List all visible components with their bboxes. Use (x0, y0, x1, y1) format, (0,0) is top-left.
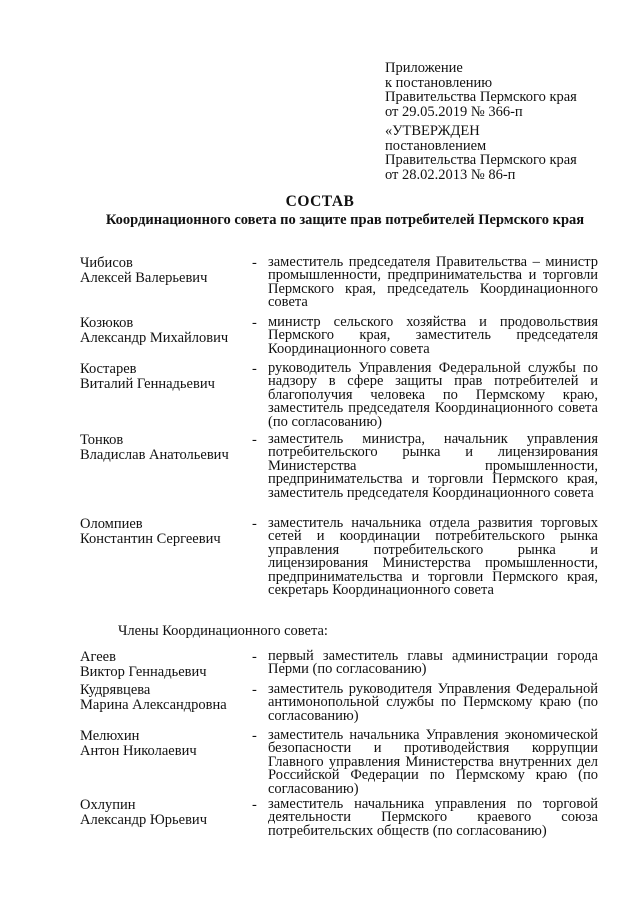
entry-dash: - (252, 255, 257, 271)
entry-dash: - (252, 516, 257, 532)
person-name (80, 256, 250, 286)
person-role: заместитель начальника Управления экономической безопасности и противодействия коррупции Главного управления Министерства внутренних дел Российской Федерации по Пермскому краю (по согласованию) (268, 727, 598, 797)
person-role: министр сельского хозяйства и продовольствия Пермского края, заместитель председателя Координационного совета (268, 314, 598, 357)
person-role: руководитель Управления Федеральной службы по надзору в сфере защиты прав потребителей и благополучия человека по Пермскому краю, заместитель председателя Координационного совета (по согласованию) (268, 360, 598, 430)
person-role: заместитель министра, начальник управления потребительского рынка и лицензирования Министерства промышленности, предпринимательства и торговли Пермского края, заместитель председателя Координационного совета (268, 431, 598, 501)
entry-dash: - (252, 361, 257, 377)
approval-line: «УТВЕРЖДЕН (385, 123, 480, 139)
person-given-name: Александр Юрьевич (80, 812, 207, 828)
document-subtitle: Координационного совета по защите прав потребителей Пермского края (105, 212, 585, 228)
entry-dash: - (252, 315, 257, 331)
person-role: первый заместитель главы администрации города Перми (по согласованию) (268, 648, 598, 678)
person-name (80, 798, 250, 828)
members-heading: Члены Координационного совета: (118, 623, 328, 639)
entry-dash: - (252, 682, 257, 698)
person-name (80, 650, 250, 680)
person-name (80, 729, 250, 759)
person-surname: Тонков (80, 432, 124, 448)
entry-dash: - (252, 649, 257, 665)
person-given-name: Виктор Геннадьевич (80, 664, 207, 680)
person-role: заместитель начальника отдела развития торговых сетей и координации потребительского рынка управления потребительского рынка и лицензирования Министерства промышленности, предпринимательства и торговли Пермского края, секретарь Координационного совета (268, 515, 598, 599)
entry-dash: - (252, 797, 257, 813)
person-name (80, 362, 250, 392)
appendix-header (385, 61, 625, 119)
appendix-line: к постановлению (385, 74, 493, 91)
person-role: заместитель председателя Правительства – министр промышленности, предпринимательства и торговли Пермского края, председатель Координационного совета (268, 254, 598, 311)
person-surname: Чибисов (80, 255, 133, 271)
person-surname: Козюков (80, 315, 134, 331)
person-surname: Охлупин (80, 797, 136, 813)
person-given-name: Антон Николаевич (80, 743, 197, 759)
person-name (80, 517, 250, 547)
person-name (80, 316, 250, 346)
approval-line: от 28.02.2013 № 86-п (385, 166, 516, 183)
appendix-line: Приложение (385, 60, 463, 76)
document-title: СОСТАВ (285, 193, 355, 210)
approval-header (385, 124, 625, 182)
person-given-name: Владислав Анатольевич (80, 447, 229, 463)
person-given-name: Марина Александровна (80, 697, 227, 713)
person-role: заместитель начальника управления по торговой деятельности Пермского краевого союза потребительских обществ (по согласованию) (268, 796, 598, 839)
appendix-line: Правительства Пермского края (385, 89, 577, 105)
person-surname: Оломпиев (80, 516, 143, 532)
person-surname: Агеев (80, 649, 116, 665)
person-name (80, 433, 250, 463)
person-role: заместитель руководителя Управления Федеральной антимонопольной службы по Пермскому краю (по согласованию) (268, 681, 598, 724)
approval-line: постановлением (385, 137, 487, 154)
appendix-line: от 29.05.2019 № 366-п (385, 103, 523, 120)
person-given-name: Александр Михайлович (80, 330, 229, 346)
person-surname: Костарев (80, 361, 137, 377)
approval-line: Правительства Пермского края (385, 152, 577, 168)
entry-dash: - (252, 432, 257, 448)
person-name (80, 683, 250, 713)
entry-dash: - (252, 728, 257, 744)
person-given-name: Виталий Геннадьевич (80, 376, 215, 392)
person-surname: Мелюхин (80, 728, 140, 744)
person-surname: Кудрявцева (80, 682, 151, 698)
person-given-name: Константин Сергеевич (80, 531, 221, 547)
person-given-name: Алексей Валерьевич (80, 270, 208, 286)
